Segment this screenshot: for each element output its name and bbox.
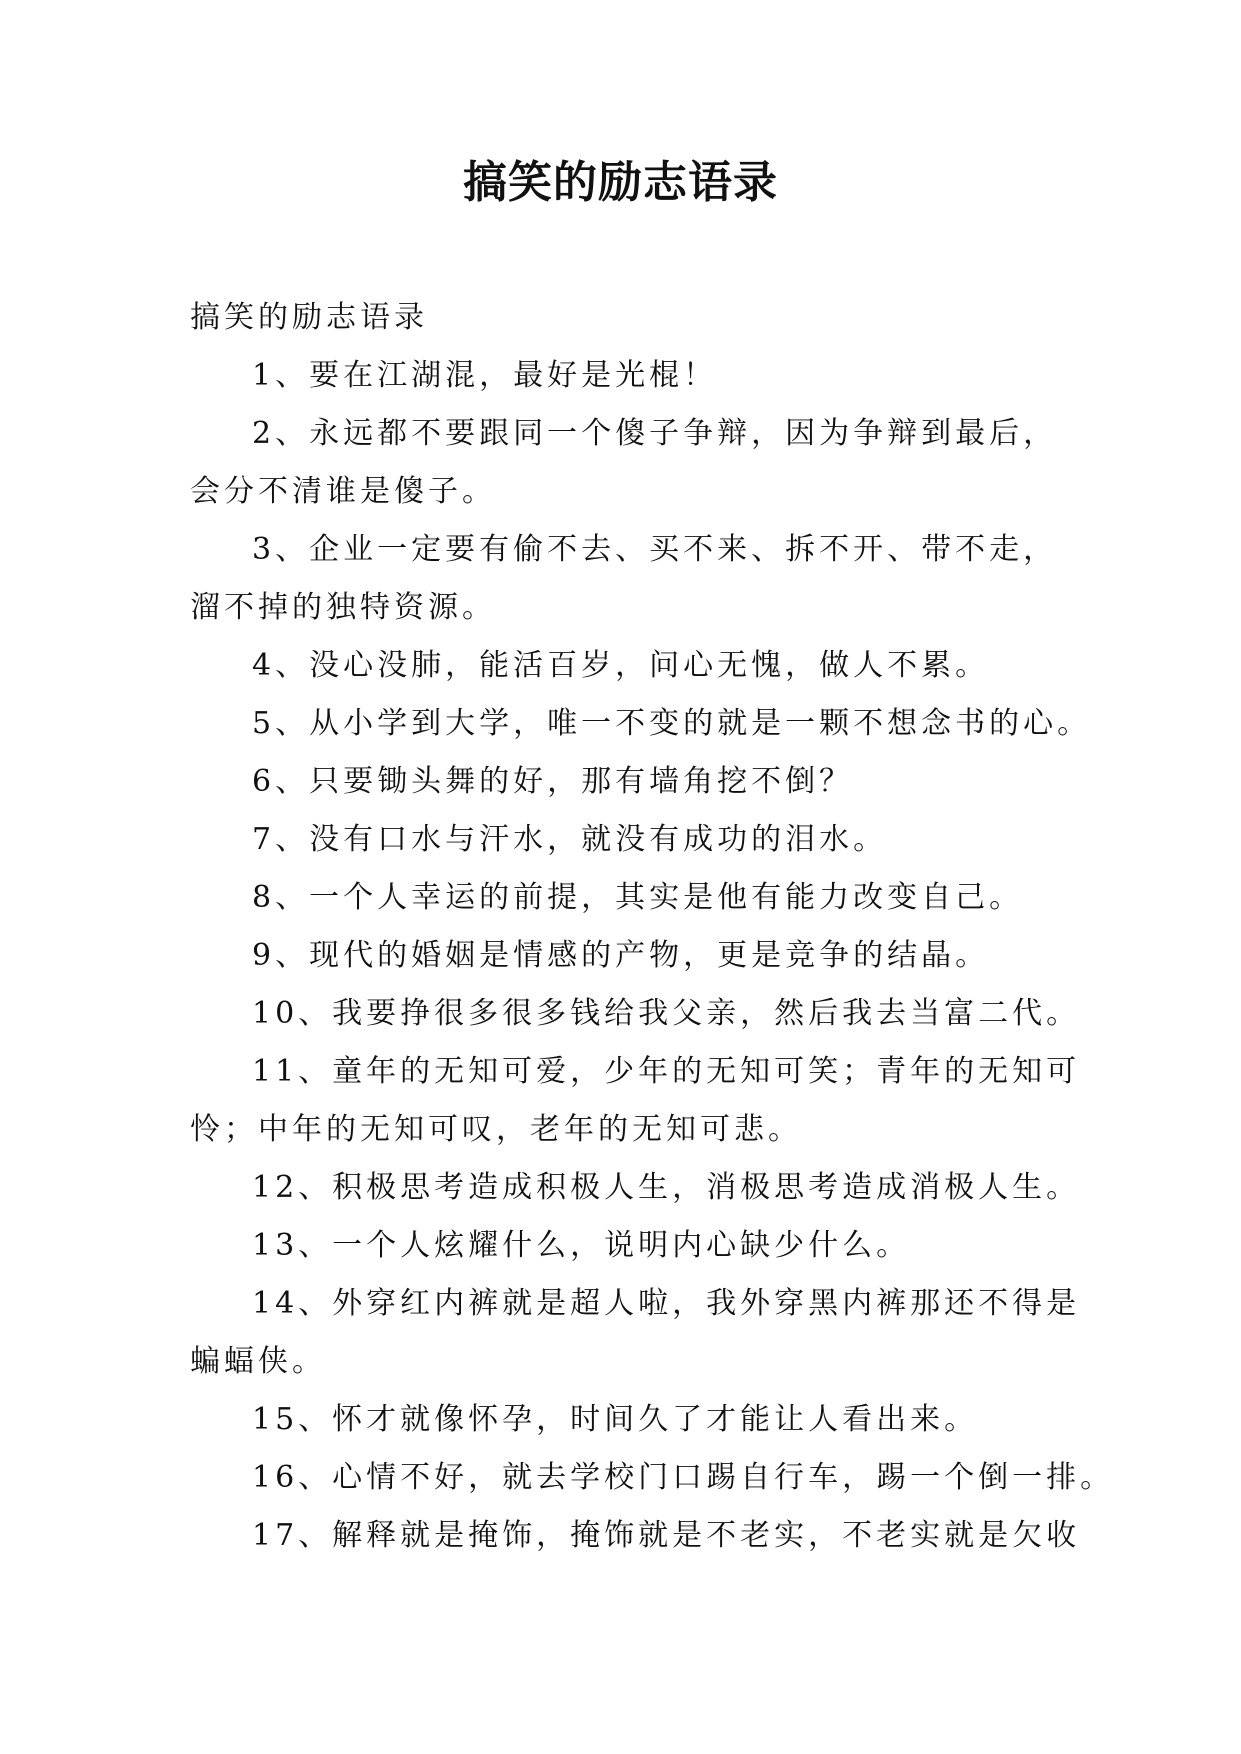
paragraph-line: 11、童年的无知可爱，少年的无知可笑；青年的无知可 (252, 1054, 1081, 1089)
document-body (190, 289, 1115, 1565)
paragraph-line: 7、没有口水与汗水，就没有成功的泪水。 (252, 822, 888, 857)
paragraph-line: 4、没心没肺，能活百岁，问心无愧，做人不累。 (252, 648, 990, 683)
paragraph-line: 15、怀才就像怀孕，时间久了才能让人看出来。 (252, 1402, 979, 1437)
page-title: 搞笑的励志语录 (463, 157, 778, 208)
paragraph-line: 9、现代的婚姻是情感的产物，更是竞争的结晶。 (252, 938, 990, 973)
paragraph-line: 3、企业一定要有偷不去、买不来、拆不开、带不走， (252, 532, 1058, 567)
paragraph-line: 搞笑的励志语录 (190, 300, 428, 335)
paragraph-line: 溜不掉的独特资源。 (190, 590, 496, 625)
paragraph-line: 2、永远都不要跟同一个傻子争辩，因为争辩到最后， (252, 416, 1058, 451)
paragraph-line: 16、心情不好，就去学校门口踢自行车，踢一个倒一排。 (252, 1460, 1115, 1495)
paragraph-line: 1、要在江湖混，最好是光棍！ (252, 358, 718, 393)
paragraph-line: 会分不清谁是傻子。 (190, 474, 496, 509)
paragraph-line: 怜；中年的无知可叹，老年的无知可悲。 (190, 1112, 802, 1147)
paragraph-line: 14、外穿红内裤就是超人啦，我外穿黑内裤那还不得是 (252, 1286, 1081, 1321)
paragraph-line: 5、从小学到大学，唯一不变的就是一颗不想念书的心。 (252, 706, 1092, 741)
paragraph-line: 6、只要锄头舞的好，那有墙角挖不倒？ (252, 764, 854, 799)
paragraph-line: 13、一个人炫耀什么，说明内心缺少什么。 (252, 1228, 911, 1263)
paragraph-line: 12、积极思考造成积极人生，消极思考造成消极人生。 (252, 1170, 1081, 1205)
paragraph-line: 10、我要挣很多很多钱给我父亲，然后我去当富二代。 (252, 996, 1081, 1031)
paragraph-line: 蝙蝠侠。 (190, 1344, 326, 1379)
paragraph-line: 8、一个人幸运的前提，其实是他有能力改变自己。 (252, 880, 1024, 915)
paragraph-line: 17、解释就是掩饰，掩饰就是不老实，不老实就是欠收 (252, 1518, 1081, 1553)
